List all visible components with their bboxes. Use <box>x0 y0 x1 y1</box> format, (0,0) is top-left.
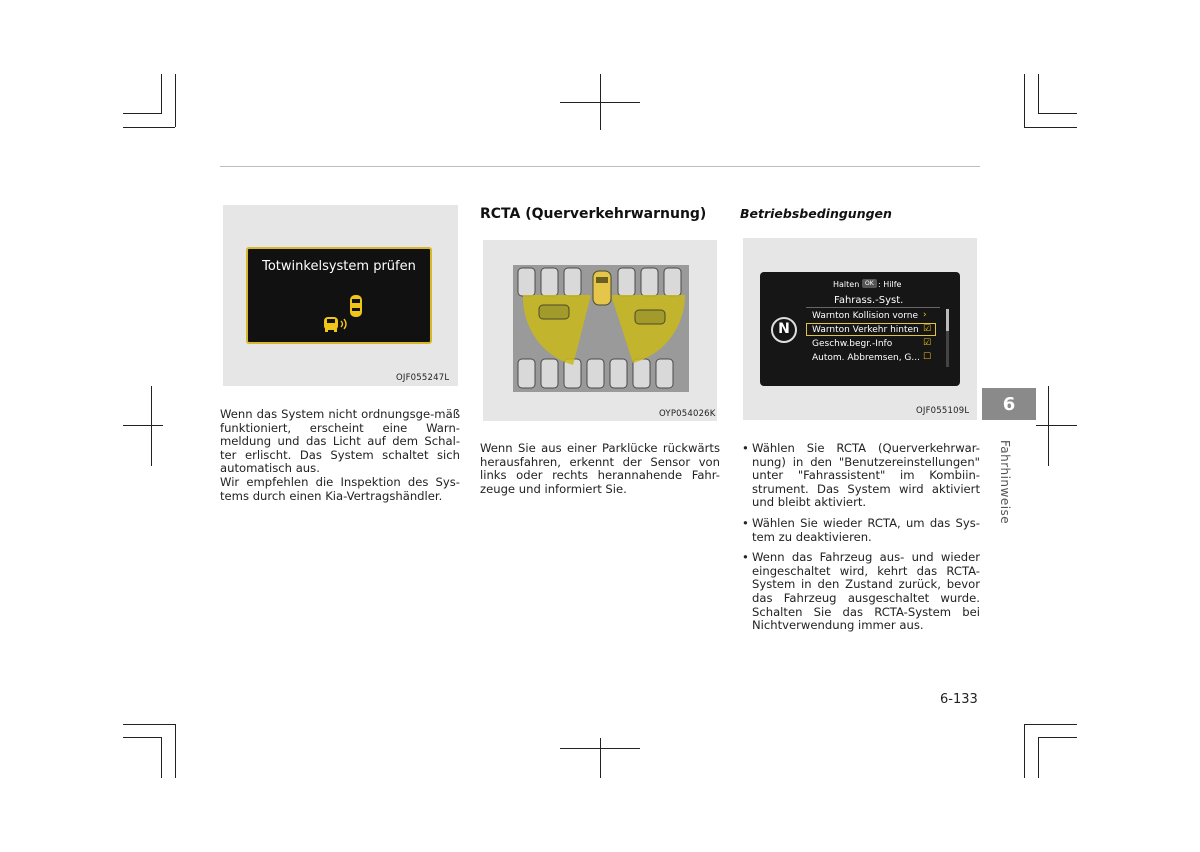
chapter-title: Fahrhinweise <box>998 440 1012 525</box>
menu-item: Geschw.begr.-Info <box>812 339 893 349</box>
chapter-tab: 6 <box>982 388 1036 420</box>
crop-mark <box>1038 737 1039 778</box>
figure-code: OJF055247L <box>396 373 450 383</box>
menu-item: Warnton Kollision vorne <box>812 311 919 321</box>
warning-title: Totwinkelsystem prüfen <box>262 259 416 274</box>
crop-mark <box>1024 724 1077 725</box>
figure-code: OYP054026K <box>659 409 716 419</box>
warning-display <box>246 247 432 344</box>
section-heading: RCTA (Querverkehrwarnung) <box>480 206 707 222</box>
menu-divider <box>806 307 940 308</box>
crop-mark <box>161 74 162 114</box>
crop-mark <box>151 386 152 466</box>
page-number: 6-133 <box>940 692 978 707</box>
crop-mark <box>600 738 601 778</box>
blind-spot-warning-icon <box>320 291 368 335</box>
crop-mark <box>1024 74 1025 127</box>
crop-mark <box>600 74 601 130</box>
bullet-list <box>742 442 980 640</box>
hint-help: : Hilfe <box>878 280 902 289</box>
crop-mark <box>123 425 163 426</box>
crop-mark <box>123 113 161 114</box>
crop-mark <box>1038 113 1077 114</box>
crop-mark <box>1038 737 1077 738</box>
crop-mark <box>1024 724 1025 778</box>
figure-parking-rcta <box>483 240 717 421</box>
crop-mark <box>1038 74 1039 114</box>
menu-item: Warnton Verkehr hinten <box>812 325 919 335</box>
paragraph: Wir empfehlen die Inspektion des Sys-tems durch einen Kia-Vertragshändler. <box>220 474 460 503</box>
crop-mark <box>1048 386 1049 466</box>
menu-title: Fahrass.-Syst. <box>834 295 904 306</box>
column1-text <box>220 408 460 503</box>
crop-mark <box>161 737 162 778</box>
hint-hold: Halten <box>833 280 860 289</box>
cluster-display <box>760 272 960 386</box>
list-item: • Wählen Sie RCTA (Querverkehrwar-nung) in den "Benutzereinstellungen" unter "Fahrassistent" im Kombiin-strument. Das System wird aktiviert und bleibt aktiviert. <box>742 441 980 510</box>
gear-letter: N <box>778 321 790 337</box>
crop-mark <box>123 737 161 738</box>
checkbox-checked-icon: ☑ <box>923 324 932 334</box>
paragraph: Wenn Sie aus einer Parklücke rückwärts herausfahren, erkennt der Sensor von links oder rechts herannahende Fahr-zeuge und informiert Sie. <box>480 441 720 496</box>
checkbox-empty-icon: ☐ <box>923 352 932 362</box>
figure-code: OJF055109L <box>916 406 970 416</box>
scrollbar-thumb <box>946 309 949 331</box>
list-item: • Wählen Sie wieder RCTA, um das Sys-tem zu deaktivieren. <box>742 515 980 544</box>
crop-mark <box>1036 425 1077 426</box>
ok-button-label: OK <box>862 279 877 288</box>
crop-mark <box>123 127 175 128</box>
chevron-right-icon: › <box>923 310 927 320</box>
checkbox-checked-icon: ☑ <box>923 338 932 348</box>
list-item: • Wenn das Fahrzeug aus- und wieder eingeschaltet wird, kehrt das RCTA-System in den Zustand zurück, bevor das Fahrzeug ausgeschaltet wurde. Schalten Sie das RCTA-System bei Nichtverwendung immer aus. <box>742 550 980 633</box>
paragraph: Wenn das System nicht ordnungsge-mäß funktioniert, erscheint eine Warn-meldung und das Licht auf dem Schal-ter erlischt. Das System schaltet sich automatisch aus. <box>220 407 460 476</box>
parking-lot-illustration <box>513 265 689 392</box>
crop-mark <box>175 74 176 127</box>
crop-mark <box>1024 127 1077 128</box>
subsection-heading: Betriebsbedingungen <box>740 206 892 221</box>
crop-mark <box>123 724 175 725</box>
crop-mark <box>175 724 176 778</box>
column2-text <box>480 442 720 496</box>
header-rule <box>220 166 980 167</box>
menu-item: Autom. Abbremsen, G... <box>812 353 920 363</box>
